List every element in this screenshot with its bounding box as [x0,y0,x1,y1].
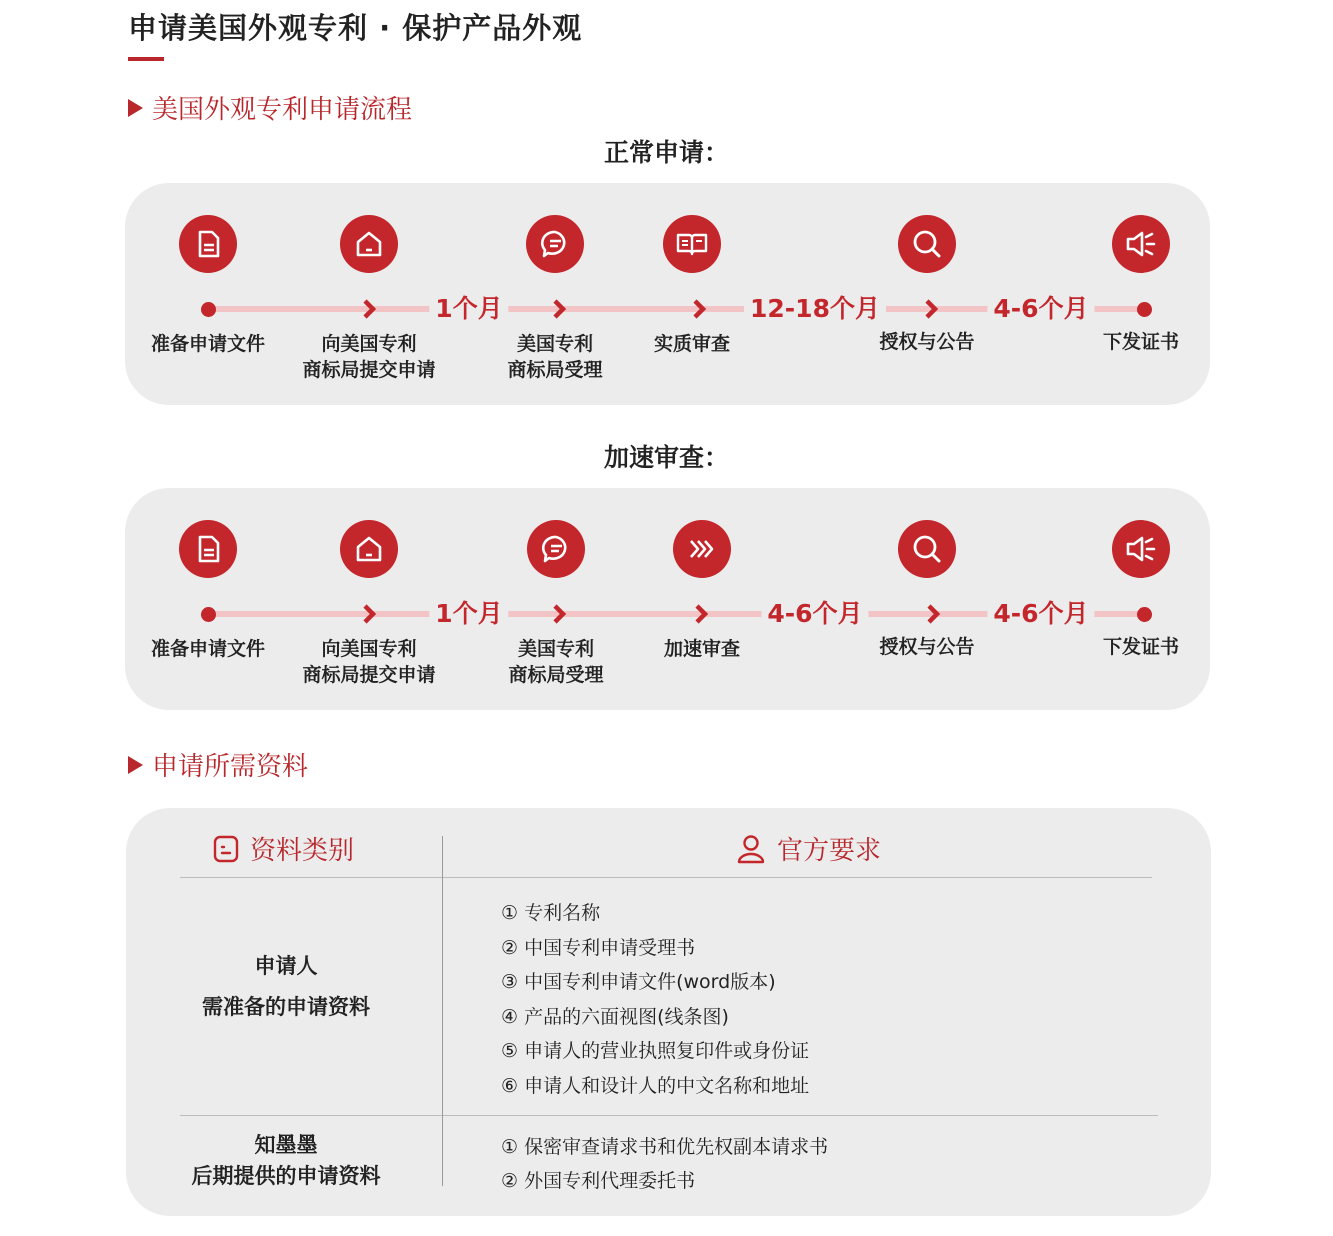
timeline-start-dot [201,607,216,622]
search-icon [898,520,956,578]
chevron-right-icon [690,603,712,625]
fast-forward-icon [673,520,731,578]
chevron-right-icon [920,298,942,320]
search-icon [898,215,956,273]
duration-label: 1个月 [429,596,508,632]
home-icon [340,215,398,273]
header-requirement [735,830,881,867]
list-item: ① 专利名称 [501,902,601,924]
step-label: 加速审查 [663,638,740,660]
triangle-bullet-icon [128,99,143,117]
title-underline [128,57,164,61]
document-icon [179,215,237,273]
section-heading-materials-label: 申请所需资料 [152,752,309,782]
step-label: 下发证书 [1102,331,1179,353]
step-label: 美国专利 商标局受理 [508,638,604,686]
list-item: ③ 中国专利申请文件(word版本) [501,971,776,994]
user-icon [735,833,767,865]
duration-label: 4-6个月 [987,596,1094,632]
chevron-right-icon [358,298,380,320]
header-divider [180,877,1152,878]
megaphone-icon [1112,215,1170,273]
section-heading-process [128,89,412,126]
document-icon [179,520,237,578]
list-item: ② 中国专利申请受理书 [501,936,696,959]
step-label: 授权与公告 [879,331,975,353]
list-item: ④ 产品的六面视图(线条图) [501,1005,729,1028]
requirement-list [501,896,809,1104]
triangle-bullet-icon [128,756,143,774]
home-icon [340,520,398,578]
duration-label: 4-6个月 [987,291,1094,327]
flow-label-normal: 正常申请： [603,138,729,167]
flow-label-expedited: 加速审查： [603,443,729,472]
row-divider [180,1115,1158,1116]
category-cell: 知墨墨 后期提供的申请资料 [191,1133,381,1188]
step-label: 授权与公告 [879,636,975,658]
timeline-start-dot [201,302,216,317]
step-label: 向美国专利 商标局提交申请 [302,333,436,381]
chat-bubble-icon [526,215,584,273]
chevron-right-icon [548,603,570,625]
category-cell: 申请人 需准备的申请资料 [202,954,370,1019]
book-icon [663,215,721,273]
timeline-end-dot [1137,607,1152,622]
page-title: 申请美国外观专利 · 保护产品外观 [128,11,583,45]
section-heading-process-label: 美国外观专利申请流程 [152,95,413,125]
chevron-right-icon [358,603,380,625]
chevron-right-icon [688,298,710,320]
timeline-end-dot [1137,302,1152,317]
list-item: ⑤ 申请人的营业执照复印件或身份证 [501,1040,810,1063]
list-item: ⑥ 申请人和设计人的中文名称和地址 [501,1074,810,1097]
duration-label: 4-6个月 [761,596,868,632]
chat-bubble-icon [527,520,585,578]
step-label: 准备申请文件 [150,333,265,355]
step-label: 准备申请文件 [150,638,265,660]
step-label: 下发证书 [1102,636,1179,658]
header-category [212,830,354,867]
header-requirement-label: 官方要求 [777,836,882,866]
requirement-list [501,1130,828,1198]
step-label: 美国专利 商标局受理 [507,333,603,381]
duration-label: 1个月 [429,291,508,327]
chevron-right-icon [548,298,570,320]
step-label: 向美国专利 商标局提交申请 [302,638,436,686]
form-icon [212,834,240,864]
step-label: 实质审查 [653,333,730,355]
list-item: ① 保密审查请求书和优先权副本请求书 [501,1136,829,1158]
flow-panel-expedited [125,488,1210,710]
flow-panel-normal [125,183,1210,405]
chevron-right-icon [922,603,944,625]
header-category-label: 资料类别 [250,836,355,866]
list-item: ② 外国专利代理委托书 [501,1170,696,1192]
megaphone-icon [1112,520,1170,578]
materials-table [126,808,1211,1216]
section-heading-materials [128,746,308,783]
duration-label: 12-18个月 [744,291,886,327]
